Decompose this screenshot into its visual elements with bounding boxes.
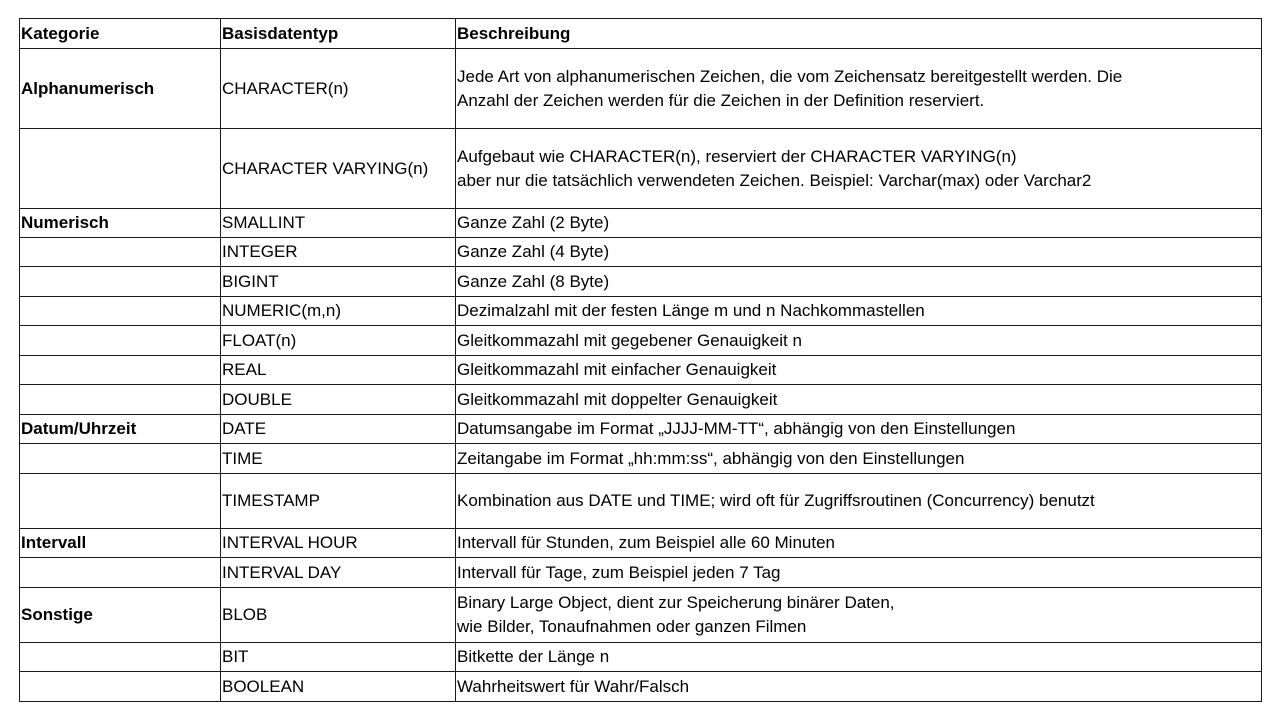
beschreibung-line: Intervall für Stunden, zum Beispiel alle 60 Minuten [457, 533, 835, 552]
beschreibung-line: Intervall für Tage, zum Beispiel jeden 7 Tag [457, 562, 781, 582]
cell-kategorie: Datum/Uhrzeit [20, 415, 221, 444]
cell-basisdatentyp: TIMESTAMP [221, 474, 456, 529]
cell-basisdatentyp: FLOAT(n) [221, 326, 456, 356]
cell-beschreibung [456, 238, 1262, 267]
cell-beschreibung [456, 49, 1262, 129]
table-row [20, 415, 1262, 444]
table-header-row [20, 19, 1262, 49]
cell-basisdatentyp: BIGINT [221, 267, 456, 297]
table-row [20, 238, 1262, 267]
beschreibung-line: Gleitkommazahl mit einfacher Genauigkeit [457, 360, 777, 379]
cell-basisdatentyp: INTERVAL HOUR [221, 529, 456, 558]
table-row [20, 385, 1262, 415]
table-row [20, 49, 1262, 129]
cell-kategorie [20, 129, 221, 209]
beschreibung-line: Ganze Zahl (4 Byte) [457, 242, 610, 261]
cell-beschreibung [456, 415, 1262, 444]
beschreibung-line: Gleitkommazahl mit doppelter Genauigkeit [457, 389, 778, 409]
datatype-table [19, 18, 1262, 702]
table-row [20, 267, 1262, 297]
cell-kategorie [20, 356, 221, 385]
cell-kategorie: Intervall [20, 529, 221, 558]
header-kategorie: Kategorie [20, 19, 221, 49]
cell-kategorie [20, 297, 221, 326]
table-row [20, 444, 1262, 474]
cell-kategorie [20, 238, 221, 267]
cell-basisdatentyp: SMALLINT [221, 209, 456, 238]
cell-kategorie: Alphanumerisch [20, 49, 221, 129]
table-row [20, 209, 1262, 238]
beschreibung-line: Kombination aus DATE und TIME; wird oft für Zugriffsroutinen (Concurrency) benutzt [457, 491, 1095, 510]
cell-kategorie [20, 444, 221, 474]
table-row [20, 588, 1262, 643]
header-beschreibung: Beschreibung [456, 19, 1262, 49]
cell-kategorie [20, 672, 221, 702]
beschreibung-line: Gleitkommazahl mit gegebener Genauigkeit n [457, 330, 802, 350]
cell-basisdatentyp: INTERVAL DAY [221, 558, 456, 588]
table-row [20, 529, 1262, 558]
cell-basisdatentyp: CHARACTER VARYING(n) [221, 129, 456, 209]
table-row [20, 129, 1262, 209]
cell-kategorie [20, 385, 221, 415]
cell-kategorie [20, 643, 221, 672]
cell-kategorie [20, 558, 221, 588]
cell-beschreibung [456, 267, 1262, 297]
cell-beschreibung [456, 209, 1262, 238]
beschreibung-line: Ganze Zahl (2 Byte) [457, 213, 610, 232]
beschreibung-line: Bitkette der Länge n [457, 647, 610, 666]
beschreibung-line: wie Bilder, Tonaufnahmen oder ganzen Filmen [457, 617, 807, 636]
table-row [20, 297, 1262, 326]
cell-kategorie: Sonstige [20, 588, 221, 643]
cell-beschreibung [456, 672, 1262, 702]
cell-kategorie [20, 267, 221, 297]
cell-beschreibung [456, 643, 1262, 672]
cell-beschreibung [456, 474, 1262, 529]
table-row [20, 672, 1262, 702]
beschreibung-line: Anzahl der Zeichen werden für die Zeichen in der Definition reserviert. [457, 90, 985, 110]
beschreibung-line: Aufgebaut wie CHARACTER(n), reserviert der CHARACTER VARYING(n) [457, 146, 1017, 166]
cell-kategorie [20, 474, 221, 529]
cell-beschreibung [456, 588, 1262, 643]
cell-kategorie [20, 326, 221, 356]
cell-basisdatentyp: INTEGER [221, 238, 456, 267]
cell-beschreibung [456, 529, 1262, 558]
cell-basisdatentyp: BLOB [221, 588, 456, 643]
beschreibung-line: Datumsangabe im Format „JJJJ-MM-TT“, abhängig von den Einstellungen [457, 419, 1016, 438]
beschreibung-line: aber nur die tatsächlich verwendeten Zeichen. Beispiel: Varchar(max) oder Varchar2 [457, 170, 1092, 190]
cell-beschreibung [456, 297, 1262, 326]
table-row [20, 558, 1262, 588]
beschreibung-line: Ganze Zahl (8 Byte) [457, 271, 610, 291]
cell-basisdatentyp: DATE [221, 415, 456, 444]
table-row [20, 356, 1262, 385]
beschreibung-line: Binary Large Object, dient zur Speicherung binärer Daten, [457, 593, 895, 612]
cell-basisdatentyp: DOUBLE [221, 385, 456, 415]
cell-beschreibung [456, 326, 1262, 356]
table-row [20, 474, 1262, 529]
cell-basisdatentyp: TIME [221, 444, 456, 474]
cell-basisdatentyp: NUMERIC(m,n) [221, 297, 456, 326]
beschreibung-line: Wahrheitswert für Wahr/Falsch [457, 676, 690, 696]
cell-beschreibung [456, 444, 1262, 474]
cell-basisdatentyp: REAL [221, 356, 456, 385]
beschreibung-line: Zeitangabe im Format „hh:mm:ss“, abhängig von den Einstellungen [457, 448, 965, 468]
beschreibung-line: Jede Art von alphanumerischen Zeichen, die vom Zeichensatz bereitgestellt werden. Die [457, 66, 1123, 86]
cell-beschreibung [456, 558, 1262, 588]
cell-basisdatentyp: BIT [221, 643, 456, 672]
beschreibung-line: Dezimalzahl mit der festen Länge m und n Nachkommastellen [457, 301, 925, 320]
table-row [20, 326, 1262, 356]
header-basisdatentyp: Basisdatentyp [221, 19, 456, 49]
cell-basisdatentyp: BOOLEAN [221, 672, 456, 702]
cell-basisdatentyp: CHARACTER(n) [221, 49, 456, 129]
cell-beschreibung [456, 385, 1262, 415]
table-row [20, 643, 1262, 672]
cell-beschreibung [456, 356, 1262, 385]
cell-kategorie: Numerisch [20, 209, 221, 238]
cell-beschreibung [456, 129, 1262, 209]
